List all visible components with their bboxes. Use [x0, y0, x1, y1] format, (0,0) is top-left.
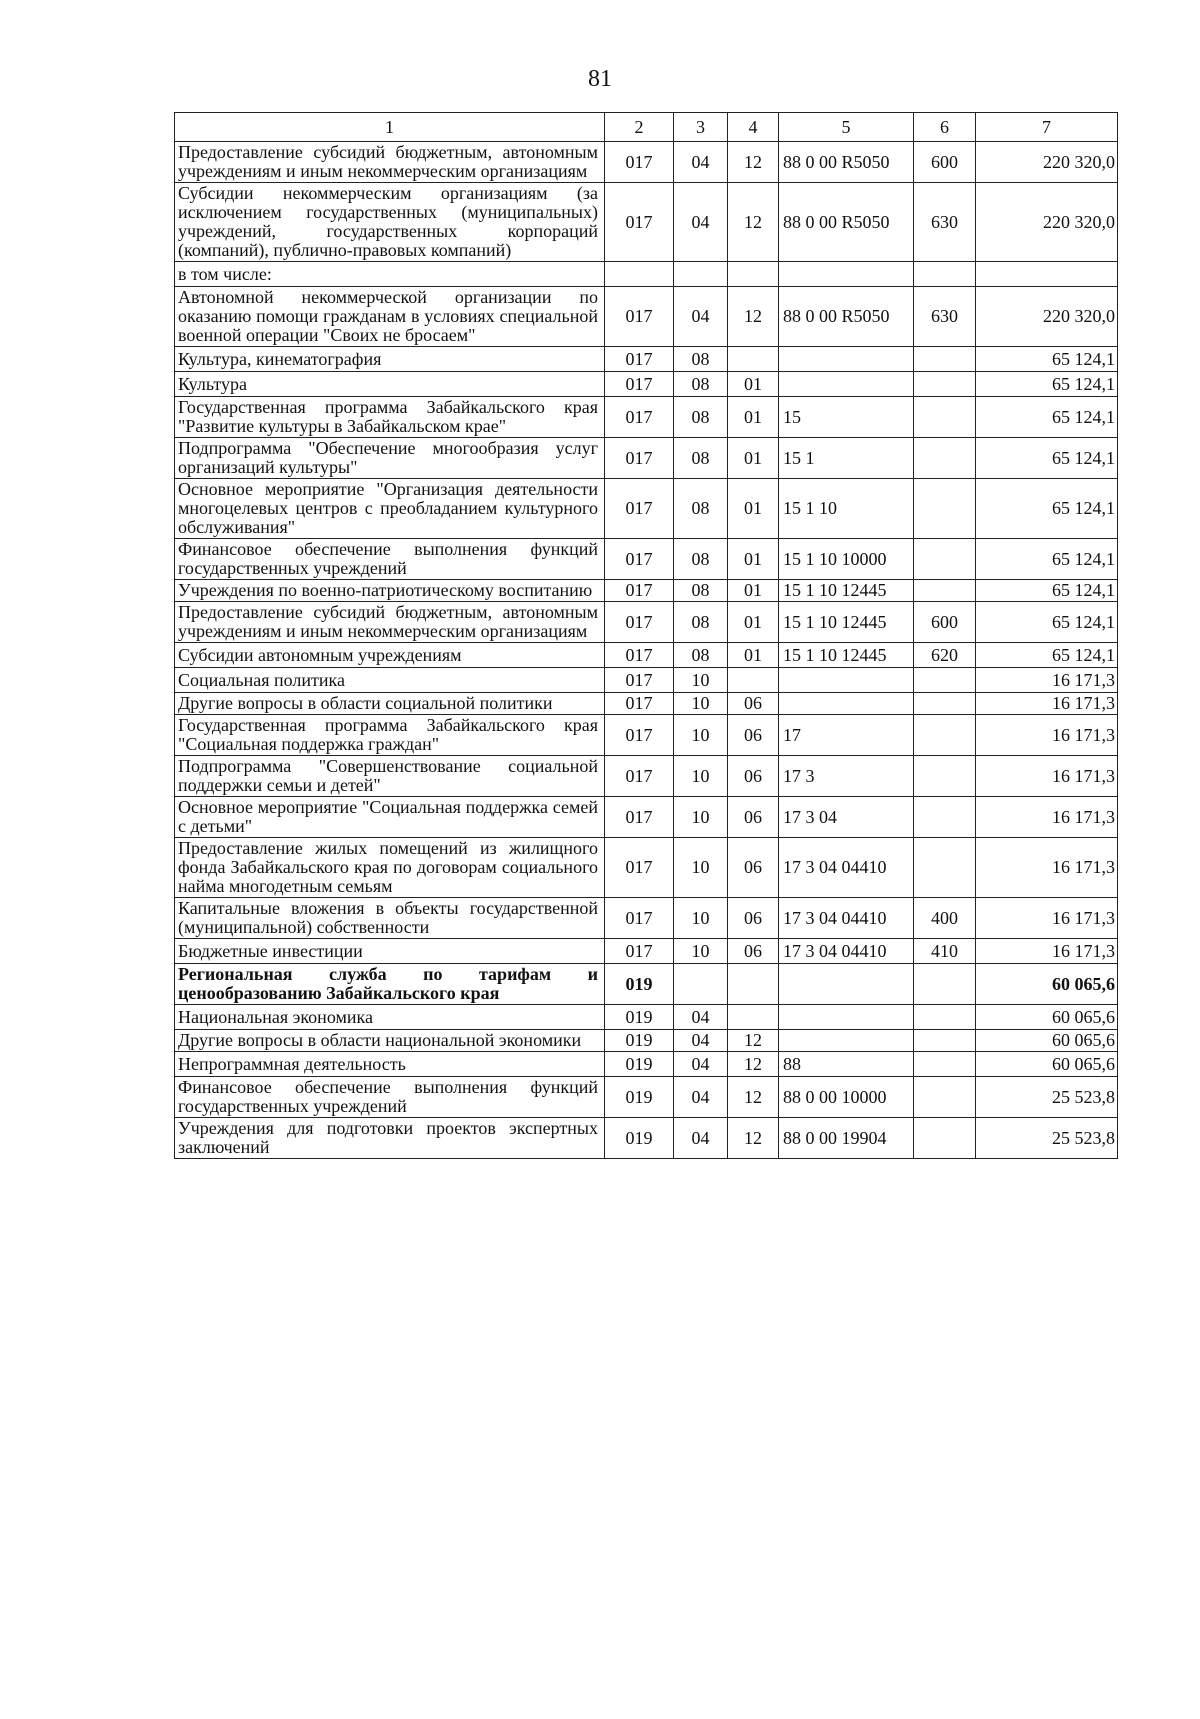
row-name-cell: Финансовое обеспечение выполнения функций государственных учреждений [175, 1077, 605, 1118]
row-name-cell: Предоставление субсидий бюджетным, автономным учреждениям и иным некоммерческим организациям [175, 602, 605, 643]
row-subsection-cell: 01 [728, 479, 779, 539]
row-subsection-cell: 01 [728, 372, 779, 397]
row-name-cell: Учреждения по военно-патриотическому воспитанию [175, 580, 605, 602]
row-amount-cell: 65 124,1 [976, 643, 1118, 668]
row-section-cell: 10 [674, 693, 728, 715]
row-amount-cell: 220 320,0 [976, 142, 1118, 183]
row-section-cell: 10 [674, 668, 728, 693]
row-section-cell: 08 [674, 372, 728, 397]
row-section-cell: 08 [674, 479, 728, 539]
row-amount-cell: 16 171,3 [976, 898, 1118, 939]
table-row [175, 898, 1118, 939]
row-expense-type-cell [914, 838, 976, 898]
row-amount-cell: 65 124,1 [976, 479, 1118, 539]
table-row [175, 479, 1118, 539]
row-section-cell: 08 [674, 397, 728, 438]
row-section-cell: 04 [674, 183, 728, 262]
row-section-cell: 04 [674, 1077, 728, 1118]
row-name-cell: Непрограммная деятельность [175, 1052, 605, 1077]
row-admin-code-cell: 017 [605, 668, 674, 693]
row-expense-type-cell [914, 693, 976, 715]
row-section-cell: 08 [674, 602, 728, 643]
row-target-article-cell: 88 0 00 R5050 [779, 142, 914, 183]
row-target-article-cell [779, 964, 914, 1005]
row-target-article-cell: 17 3 04 04410 [779, 838, 914, 898]
table-row [175, 1118, 1118, 1159]
row-admin-code-cell: 019 [605, 1005, 674, 1030]
row-expense-type-cell [914, 1052, 976, 1077]
row-amount-cell: 60 065,6 [976, 1005, 1118, 1030]
row-admin-code-cell: 017 [605, 580, 674, 602]
table-body [175, 142, 1118, 1159]
row-admin-code-cell: 017 [605, 347, 674, 372]
table-row [175, 693, 1118, 715]
table-row [175, 602, 1118, 643]
table-row [175, 1030, 1118, 1052]
row-admin-code-cell: 017 [605, 183, 674, 262]
row-admin-code-cell: 017 [605, 756, 674, 797]
row-name-cell: Финансовое обеспечение выполнения функций государственных учреждений [175, 539, 605, 580]
row-amount-cell: 60 065,6 [976, 964, 1118, 1005]
row-name-cell: Субсидии автономным учреждениям [175, 643, 605, 668]
row-amount-cell: 16 171,3 [976, 715, 1118, 756]
row-subsection-cell: 06 [728, 756, 779, 797]
row-name-cell: Учреждения для подготовки проектов экспертных заключений [175, 1118, 605, 1159]
row-admin-code-cell: 019 [605, 1030, 674, 1052]
row-section-cell: 08 [674, 580, 728, 602]
row-amount-cell: 65 124,1 [976, 602, 1118, 643]
table-row [175, 287, 1118, 347]
row-amount-cell: 220 320,0 [976, 183, 1118, 262]
row-target-article-cell [779, 347, 914, 372]
header-cell: 2 [605, 113, 674, 142]
table-row [175, 668, 1118, 693]
row-admin-code-cell: 017 [605, 602, 674, 643]
row-amount-cell: 65 124,1 [976, 372, 1118, 397]
row-name-cell: Предоставление субсидий бюджетным, автономным учреждениям и иным некоммерческим организациям [175, 142, 605, 183]
row-subsection-cell [728, 347, 779, 372]
row-name-cell: Основное мероприятие "Организация деятельности многоцелевых центров с преобладанием культурного обслуживания" [175, 479, 605, 539]
row-target-article-cell: 88 0 00 10000 [779, 1077, 914, 1118]
row-section-cell: 04 [674, 1118, 728, 1159]
row-subsection-cell: 12 [728, 1030, 779, 1052]
row-subsection-cell [728, 262, 779, 287]
row-target-article-cell: 15 1 10 12445 [779, 643, 914, 668]
row-section-cell: 04 [674, 1030, 728, 1052]
row-expense-type-cell [914, 1030, 976, 1052]
row-admin-code-cell: 019 [605, 1052, 674, 1077]
table-row [175, 397, 1118, 438]
row-name-cell: Подпрограмма "Обеспечение многообразия услуг организаций культуры" [175, 438, 605, 479]
row-section-cell: 10 [674, 939, 728, 964]
table-row [175, 838, 1118, 898]
header-cell: 3 [674, 113, 728, 142]
row-expense-type-cell: 600 [914, 602, 976, 643]
row-subsection-cell: 12 [728, 142, 779, 183]
row-expense-type-cell: 400 [914, 898, 976, 939]
row-expense-type-cell [914, 397, 976, 438]
row-expense-type-cell [914, 964, 976, 1005]
row-target-article-cell: 15 1 10 12445 [779, 602, 914, 643]
row-subsection-cell: 06 [728, 715, 779, 756]
header-cell: 6 [914, 113, 976, 142]
table-row [175, 939, 1118, 964]
row-subsection-cell: 01 [728, 602, 779, 643]
row-amount-cell: 16 171,3 [976, 797, 1118, 838]
row-expense-type-cell [914, 539, 976, 580]
row-section-cell: 04 [674, 142, 728, 183]
row-subsection-cell: 06 [728, 898, 779, 939]
row-subsection-cell: 01 [728, 397, 779, 438]
row-target-article-cell [779, 668, 914, 693]
header-cell: 5 [779, 113, 914, 142]
row-expense-type-cell: 630 [914, 287, 976, 347]
row-subsection-cell: 12 [728, 183, 779, 262]
row-target-article-cell: 15 1 10 10000 [779, 539, 914, 580]
row-admin-code-cell: 017 [605, 797, 674, 838]
row-target-article-cell: 17 3 [779, 756, 914, 797]
row-target-article-cell: 17 [779, 715, 914, 756]
row-expense-type-cell [914, 580, 976, 602]
table-row [175, 438, 1118, 479]
row-name-cell: Другие вопросы в области национальной экономики [175, 1030, 605, 1052]
row-subsection-cell: 12 [728, 287, 779, 347]
row-subsection-cell: 01 [728, 580, 779, 602]
row-name-cell: Культура, кинематография [175, 347, 605, 372]
row-section-cell: 04 [674, 1052, 728, 1077]
row-target-article-cell: 17 3 04 04410 [779, 939, 914, 964]
row-expense-type-cell: 600 [914, 142, 976, 183]
row-name-cell: Автономной некоммерческой организации по оказанию помощи гражданам в условиях специальной военной операции "Своих не бросаем" [175, 287, 605, 347]
row-admin-code-cell: 017 [605, 693, 674, 715]
table-row [175, 964, 1118, 1005]
row-name-cell: Предоставление жилых помещений из жилищного фонда Забайкальского края по договорам социального найма многодетным семьям [175, 838, 605, 898]
row-target-article-cell [779, 372, 914, 397]
row-amount-cell: 65 124,1 [976, 539, 1118, 580]
table-row [175, 372, 1118, 397]
row-amount-cell: 60 065,6 [976, 1052, 1118, 1077]
row-amount-cell: 25 523,8 [976, 1118, 1118, 1159]
row-expense-type-cell [914, 1005, 976, 1030]
row-expense-type-cell [914, 715, 976, 756]
row-expense-type-cell [914, 756, 976, 797]
row-amount-cell: 65 124,1 [976, 438, 1118, 479]
row-admin-code-cell: 017 [605, 479, 674, 539]
row-subsection-cell: 12 [728, 1077, 779, 1118]
row-expense-type-cell [914, 479, 976, 539]
row-section-cell: 08 [674, 539, 728, 580]
header-row [175, 113, 1118, 142]
row-name-cell: Другие вопросы в области социальной политики [175, 693, 605, 715]
row-admin-code-cell: 017 [605, 715, 674, 756]
row-admin-code-cell: 017 [605, 287, 674, 347]
row-name-cell: Подпрограмма "Совершенствование социальной поддержки семьи и детей" [175, 756, 605, 797]
row-admin-code-cell: 017 [605, 372, 674, 397]
row-name-cell: Государственная программа Забайкальского края "Развитие культуры в Забайкальском крае" [175, 397, 605, 438]
table-row [175, 183, 1118, 262]
header-cell: 4 [728, 113, 779, 142]
row-admin-code-cell: 017 [605, 142, 674, 183]
row-target-article-cell: 88 [779, 1052, 914, 1077]
row-admin-code-cell: 017 [605, 643, 674, 668]
row-expense-type-cell [914, 347, 976, 372]
row-target-article-cell [779, 1030, 914, 1052]
row-expense-type-cell [914, 438, 976, 479]
row-subsection-cell: 06 [728, 797, 779, 838]
row-admin-code-cell: 017 [605, 397, 674, 438]
row-name-cell: Национальная экономика [175, 1005, 605, 1030]
row-amount-cell: 16 171,3 [976, 838, 1118, 898]
row-expense-type-cell [914, 372, 976, 397]
row-amount-cell: 16 171,3 [976, 756, 1118, 797]
row-admin-code-cell: 017 [605, 898, 674, 939]
header-cell: 7 [976, 113, 1118, 142]
row-name-cell: Субсидии некоммерческим организациям (за исключением государственных (муниципальных) учреждений, государственных корпораций (компаний), публично-правовых компаний) [175, 183, 605, 262]
row-subsection-cell: 12 [728, 1052, 779, 1077]
row-target-article-cell: 17 3 04 04410 [779, 898, 914, 939]
row-admin-code-cell [605, 262, 674, 287]
row-expense-type-cell: 630 [914, 183, 976, 262]
row-name-cell: в том числе: [175, 262, 605, 287]
row-amount-cell: 16 171,3 [976, 939, 1118, 964]
row-name-cell: Культура [175, 372, 605, 397]
row-admin-code-cell: 017 [605, 539, 674, 580]
row-target-article-cell: 88 0 00 19904 [779, 1118, 914, 1159]
table-row [175, 539, 1118, 580]
row-target-article-cell: 15 1 10 12445 [779, 580, 914, 602]
row-expense-type-cell [914, 1077, 976, 1118]
row-name-cell: Социальная политика [175, 668, 605, 693]
row-amount-cell [976, 262, 1118, 287]
row-expense-type-cell: 620 [914, 643, 976, 668]
row-target-article-cell [779, 262, 914, 287]
row-section-cell: 10 [674, 756, 728, 797]
row-name-cell: Региональная служба по тарифам и ценообразованию Забайкальского края [175, 964, 605, 1005]
row-expense-type-cell [914, 797, 976, 838]
table-row [175, 1077, 1118, 1118]
row-section-cell: 10 [674, 898, 728, 939]
row-admin-code-cell: 017 [605, 438, 674, 479]
row-section-cell: 04 [674, 1005, 728, 1030]
row-amount-cell: 220 320,0 [976, 287, 1118, 347]
row-admin-code-cell: 017 [605, 939, 674, 964]
page-number: 81 [588, 66, 612, 92]
row-amount-cell: 65 124,1 [976, 580, 1118, 602]
row-target-article-cell [779, 1005, 914, 1030]
row-admin-code-cell: 017 [605, 838, 674, 898]
table-row [175, 1005, 1118, 1030]
row-subsection-cell: 01 [728, 438, 779, 479]
table-row [175, 142, 1118, 183]
row-amount-cell: 16 171,3 [976, 693, 1118, 715]
row-subsection-cell: 01 [728, 643, 779, 668]
row-section-cell: 08 [674, 438, 728, 479]
row-amount-cell: 60 065,6 [976, 1030, 1118, 1052]
row-target-article-cell: 88 0 00 R5050 [779, 183, 914, 262]
row-expense-type-cell [914, 262, 976, 287]
table-row [175, 797, 1118, 838]
row-amount-cell: 65 124,1 [976, 397, 1118, 438]
table-row [175, 347, 1118, 372]
row-subsection-cell [728, 964, 779, 1005]
row-expense-type-cell: 410 [914, 939, 976, 964]
row-name-cell: Основное мероприятие "Социальная поддержка семей с детьми" [175, 797, 605, 838]
row-expense-type-cell [914, 668, 976, 693]
table-row [175, 643, 1118, 668]
table-row [175, 1052, 1118, 1077]
row-section-cell: 08 [674, 643, 728, 668]
row-admin-code-cell: 019 [605, 964, 674, 1005]
row-section-cell [674, 964, 728, 1005]
row-subsection-cell: 06 [728, 939, 779, 964]
header-cell: 1 [175, 113, 605, 142]
row-section-cell: 08 [674, 347, 728, 372]
row-target-article-cell [779, 693, 914, 715]
row-section-cell: 10 [674, 797, 728, 838]
row-admin-code-cell: 019 [605, 1077, 674, 1118]
row-target-article-cell: 15 [779, 397, 914, 438]
row-name-cell: Бюджетные инвестиции [175, 939, 605, 964]
row-subsection-cell: 12 [728, 1118, 779, 1159]
row-name-cell: Государственная программа Забайкальского края "Социальная поддержка граждан" [175, 715, 605, 756]
row-subsection-cell: 01 [728, 539, 779, 580]
row-expense-type-cell [914, 1118, 976, 1159]
row-subsection-cell [728, 1005, 779, 1030]
row-target-article-cell: 15 1 10 [779, 479, 914, 539]
row-target-article-cell: 88 0 00 R5050 [779, 287, 914, 347]
row-section-cell: 10 [674, 715, 728, 756]
row-target-article-cell: 17 3 04 [779, 797, 914, 838]
row-section-cell: 04 [674, 287, 728, 347]
row-amount-cell: 16 171,3 [976, 668, 1118, 693]
table-row [175, 715, 1118, 756]
budget-table [174, 112, 1118, 1159]
row-subsection-cell: 06 [728, 693, 779, 715]
row-amount-cell: 25 523,8 [976, 1077, 1118, 1118]
row-admin-code-cell: 019 [605, 1118, 674, 1159]
table-row [175, 580, 1118, 602]
row-subsection-cell: 06 [728, 838, 779, 898]
row-subsection-cell [728, 668, 779, 693]
table-row [175, 756, 1118, 797]
row-target-article-cell: 15 1 [779, 438, 914, 479]
row-name-cell: Капитальные вложения в объекты государственной (муниципальной) собственности [175, 898, 605, 939]
row-section-cell [674, 262, 728, 287]
table-row [175, 262, 1118, 287]
row-amount-cell: 65 124,1 [976, 347, 1118, 372]
row-section-cell: 10 [674, 838, 728, 898]
